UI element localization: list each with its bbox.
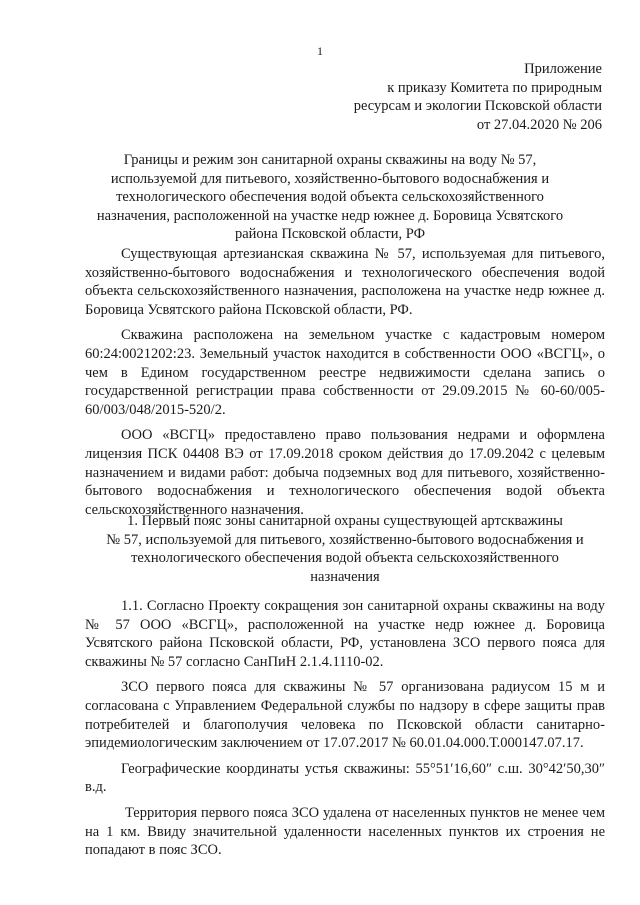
section-heading-line: технологического обеспечения водой объекта сельскохозяйственного xyxy=(131,550,559,566)
title-line: назначения, расположенной на участке недр южнее д. Боровица Усвятского xyxy=(96,207,564,224)
intro-paragraph-license: ООО «ВСГЦ» предоставлено право пользования недрами и оформлена лицензия ПСК 04408 ВЭ от 17.09.2018 сроком действия до 17.09.2042 с целевым назначением и видами работ: добыча подземных вод для питьевого, хозяйственно-бытового водоснабжения и технологического обеспечения водой объекта сельскохозяйственного назначения. xyxy=(85,427,605,518)
title-line: технологического обеспечения водой объекта сельскохозяйственного xyxy=(116,189,544,205)
section-1-paragraph-project: 1.1. Согласно Проекту сокращения зон санитарной охраны скважины на воду № 57 ООО «ВСГЦ», расположенной на участке недр южнее д. Боровица Усвятского района Псковской области, РФ, установлена ЗСО первого пояса для скважины № 57 согласно СанПиН 2.1.4.1110-02. xyxy=(85,598,605,670)
section-1-body xyxy=(85,597,605,867)
section-heading-line: № 57, используемой для питьевого, хозяйственно-бытового водоснабжения и xyxy=(106,531,584,548)
intro-paragraph-land: Скважина расположена на земельном участке с кадастровым номером 60:24:0021202:23. Земельный участок находится в собственности ООО «ВСГЦ», о чем в Едином государственном реестре недвижимости сделана запись о государственной регистрации права собственности от 29.09.2015 № 60-60/005-60/003/048/2015-520/2. xyxy=(85,327,605,418)
appendix-line: Приложение xyxy=(524,61,602,77)
page-number: 1 xyxy=(317,44,323,58)
appendix-line: ресурсам и экологии Псковской области xyxy=(353,98,602,114)
title-line: района Псковской области, РФ xyxy=(234,226,426,242)
appendix-block xyxy=(354,60,602,134)
section-1-paragraph-radius: ЗСО первого пояса для скважины № 57 организована радиусом 15 м и согласована с Управлением Федеральной службы по надзору в сфере защиты прав потребителей и благополучия человека по Псковской области санитарно-эпидемиологическим заключением от 17.07.2017 № 60.01.04.000.Т.000147.07.17. xyxy=(85,679,605,752)
title-line: Границы и режим зон санитарной охраны скважины на воду № 57, xyxy=(123,152,537,168)
section-1-paragraph-coordinates: Географические координаты устья скважины: 55°51′16,60″ с.ш. 30°42′50,30″ в.д. xyxy=(85,760,605,796)
appendix-line: от 27.04.2020 № 206 xyxy=(476,116,602,133)
section-1-paragraph-distance: Территория первого пояса ЗСО удалена от населенных пунктов не менее чем на 1 км. Ввиду значительной удаленности населенных пунктов их строения не попадают в пояс ЗСО. xyxy=(85,804,605,859)
section-heading-line: 1. Первый пояс зоны санитарной охраны существующей артскважины xyxy=(127,513,563,529)
document-title xyxy=(60,151,600,244)
intro-section xyxy=(85,245,605,526)
title-line: используемой для питьевого, хозяйственно-бытового водоснабжения и xyxy=(110,170,550,187)
section-heading-line: назначения xyxy=(310,568,380,585)
section-1-heading xyxy=(85,512,605,586)
intro-paragraph-well: Существующая артезианская скважина № 57, используемая для питьевого, хозяйственно-бытового водоснабжения и технологического обеспечения водой объекта сельскохозяйственного назначения, расположена на участке недр южнее д. Боровица Усвятского района Псковской области, РФ. xyxy=(85,246,605,318)
appendix-line: к приказу Комитета по природным xyxy=(387,79,602,96)
